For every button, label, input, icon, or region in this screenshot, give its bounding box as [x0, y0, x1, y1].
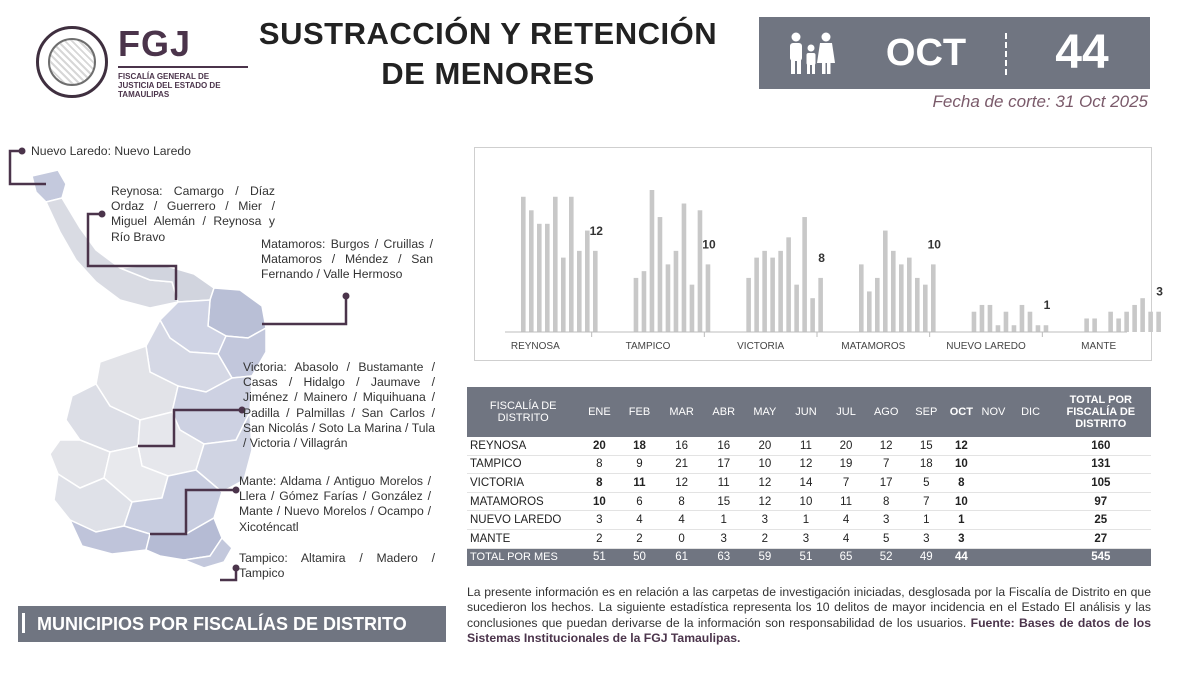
- footnote: [467, 585, 1151, 647]
- category-label: REYNOSA: [510, 341, 560, 352]
- total-row: [467, 548, 1151, 566]
- district-cell: REYNOSA: [467, 437, 579, 455]
- bar: [980, 305, 985, 332]
- header-cell: NOV: [976, 387, 1010, 437]
- header-cell: DIC: [1011, 387, 1051, 437]
- fgj-logo: [36, 23, 236, 106]
- data-label: 1: [1043, 298, 1051, 313]
- value-cell: 17: [704, 455, 744, 474]
- header-cell: ENE: [579, 387, 619, 437]
- bar: [698, 210, 703, 332]
- header-cell: ABR: [704, 387, 744, 437]
- bar: [1132, 305, 1137, 332]
- bar: [1108, 312, 1113, 332]
- value-cell: 12: [660, 474, 704, 493]
- category-label: TAMPICO: [625, 341, 671, 352]
- value-cell: 10: [579, 492, 619, 511]
- bar: [642, 271, 647, 332]
- value-cell: 7: [866, 455, 906, 474]
- value-cell: 11: [704, 474, 744, 493]
- bar-chart: [475, 148, 1163, 360]
- value-cell: 6: [619, 492, 659, 511]
- total-cell: 545: [1051, 548, 1151, 566]
- value-cell: 16: [704, 437, 744, 455]
- value-cell: 15: [704, 492, 744, 511]
- value-cell: 12: [786, 455, 826, 474]
- value-cell: [1011, 455, 1051, 474]
- bar: [996, 325, 1001, 332]
- district-cell: NUEVO LAREDO: [467, 511, 579, 530]
- report-title: [238, 14, 738, 94]
- value-cell: 19: [826, 455, 866, 474]
- value-cell: 4: [826, 529, 866, 548]
- total-cell: 105: [1051, 474, 1151, 493]
- bar: [762, 251, 767, 332]
- value-cell: 0: [660, 529, 704, 548]
- header-cell: JUN: [786, 387, 826, 437]
- bar: [650, 190, 655, 332]
- table-row: [467, 511, 1151, 530]
- value-cell: [1011, 492, 1051, 511]
- bar: [577, 251, 582, 332]
- value-cell: 4: [826, 511, 866, 530]
- bar: [1084, 318, 1089, 332]
- label-matamoros: Matamoros: Burgos / Cruillas / Matamoros / Méndez / San Fernando / Valle Hermoso: [261, 237, 433, 282]
- bar: [875, 278, 880, 332]
- bar: [802, 217, 807, 332]
- bar: [658, 217, 663, 332]
- value-cell: 59: [744, 548, 786, 566]
- value-cell: 7: [826, 474, 866, 493]
- bar: [899, 264, 904, 332]
- bar: [1036, 325, 1041, 332]
- category-label: VICTORIA: [737, 341, 785, 352]
- value-cell: 3: [744, 511, 786, 530]
- value-cell: 11: [786, 437, 826, 455]
- value-cell: 1: [704, 511, 744, 530]
- bar: [1020, 305, 1025, 332]
- month-panel: [759, 17, 1150, 89]
- bar: [593, 251, 598, 332]
- label-reynosa: Reynosa: Camargo / Díaz Ordaz / Guerrero / Mier / Miguel Alemán / Reynosa y Río Bravo: [111, 184, 275, 244]
- header-cell: AGO: [866, 387, 906, 437]
- category-label: NUEVO LAREDO: [946, 341, 1026, 352]
- value-cell: 20: [826, 437, 866, 455]
- value-cell: 8: [579, 455, 619, 474]
- district-cell: MATAMOROS: [467, 492, 579, 511]
- bar: [818, 278, 823, 332]
- value-cell: 18: [906, 455, 946, 474]
- value-cell: [976, 529, 1010, 548]
- value-cell: [976, 511, 1010, 530]
- value-cell: 8: [866, 492, 906, 511]
- bar: [1140, 298, 1145, 332]
- value-cell: 63: [704, 548, 744, 566]
- table-header-row: [467, 387, 1151, 437]
- table-row: [467, 474, 1151, 493]
- value-cell: 10: [786, 492, 826, 511]
- value-cell: 3: [866, 511, 906, 530]
- value-cell: [1011, 548, 1051, 566]
- bar: [545, 224, 550, 332]
- bar: [585, 231, 590, 332]
- table-row: [467, 529, 1151, 548]
- bar: [859, 264, 864, 332]
- value-cell: [976, 492, 1010, 511]
- header-cell: JUL: [826, 387, 866, 437]
- bar: [1148, 312, 1153, 332]
- value-cell: 21: [660, 455, 704, 474]
- category-label: MATAMOROS: [841, 341, 906, 352]
- bar: [972, 312, 977, 332]
- label-mante: Mante: Aldama / Antiguo Morelos / Llera / Gómez Farías / González / Mante / Nuevo Morelos / Ocampo / Xicoténcatl: [239, 474, 431, 534]
- bar: [1156, 312, 1161, 332]
- bar: [746, 278, 751, 332]
- total-cell: 25: [1051, 511, 1151, 530]
- value-cell: 11: [619, 474, 659, 493]
- label-tampico: Tampico: Altamira / Madero / Tampico: [239, 551, 435, 581]
- value-cell: 5: [866, 529, 906, 548]
- value-cell: 8: [946, 474, 976, 493]
- header-cell: MAY: [744, 387, 786, 437]
- bar: [1044, 325, 1049, 332]
- bar: [754, 258, 759, 332]
- header-cell: FEB: [619, 387, 659, 437]
- bar: [561, 258, 566, 332]
- table-row: [467, 437, 1151, 455]
- value-cell: 15: [906, 437, 946, 455]
- value-cell: [1011, 474, 1051, 493]
- bar: [891, 251, 896, 332]
- bar: [1092, 318, 1097, 332]
- total-cell: 97: [1051, 492, 1151, 511]
- value-cell: 1: [906, 511, 946, 530]
- header-cell: OCT: [946, 387, 976, 437]
- data-table: [467, 387, 1151, 566]
- total-cell: 27: [1051, 529, 1151, 548]
- footnote-text: La presente información es en relación a las carpetas de investigación iniciadas, desglosada por la Fiscalía de Distrito en que sucedieron los hechos. La siguiente estadística representa los 10 delitos de mayor incidencia en el Estado El análisis y las conclusiones que puedan derivarse de la información son responsabilidad de los usuarios.: [467, 585, 1151, 630]
- value-cell: 12: [946, 437, 976, 455]
- value-cell: 51: [786, 548, 826, 566]
- value-cell: 3: [906, 529, 946, 548]
- bar: [1028, 312, 1033, 332]
- value-cell: 65: [826, 548, 866, 566]
- month-divider: [1005, 33, 1007, 75]
- value-cell: 5: [906, 474, 946, 493]
- value-cell: [1011, 529, 1051, 548]
- family-icon: [787, 31, 835, 77]
- value-cell: 10: [946, 455, 976, 474]
- district-cell: VICTORIA: [467, 474, 579, 493]
- bar: [794, 285, 799, 332]
- value-cell: 20: [579, 437, 619, 455]
- header-cell: MAR: [660, 387, 704, 437]
- bar: [786, 237, 791, 332]
- bar: [1116, 318, 1121, 332]
- header-cell: TOTAL POR FISCALÍA DE DISTRITO: [1051, 387, 1151, 437]
- value-cell: 18: [619, 437, 659, 455]
- value-cell: 2: [619, 529, 659, 548]
- bar: [674, 251, 679, 332]
- value-cell: 9: [619, 455, 659, 474]
- value-cell: 44: [946, 548, 976, 566]
- data-label: 10: [927, 237, 941, 252]
- bar: [1012, 325, 1017, 332]
- bar: [778, 251, 783, 332]
- bar: [529, 210, 534, 332]
- bar: [883, 231, 888, 332]
- district-cell: MANTE: [467, 529, 579, 548]
- bar: [988, 305, 993, 332]
- value-cell: [1011, 437, 1051, 455]
- logo-subtitle: FISCALÍA GENERAL DE JUSTICIA DEL ESTADO DE TAMAULIPAS: [118, 72, 221, 99]
- value-cell: 10: [744, 455, 786, 474]
- value-cell: 4: [660, 511, 704, 530]
- value-cell: 3: [786, 529, 826, 548]
- bar: [907, 258, 912, 332]
- data-label: 10: [702, 237, 716, 252]
- bar: [690, 285, 695, 332]
- category-label: MANTE: [1081, 341, 1117, 352]
- section-banner: [18, 606, 446, 642]
- month-label: OCT: [885, 32, 967, 74]
- value-cell: [976, 437, 1010, 455]
- bar: [1124, 312, 1129, 332]
- value-cell: 16: [660, 437, 704, 455]
- bar: [666, 264, 671, 332]
- label-nuevo-laredo: Nuevo Laredo: Nuevo Laredo: [31, 144, 191, 158]
- footnote-source: Fuente: Bases de datos de los Sistemas Institucionales de la FGJ Tamaulipas.: [467, 615, 1151, 646]
- bar: [867, 291, 872, 332]
- value-cell: 10: [946, 492, 976, 511]
- section-banner-text: MUNICIPIOS POR FISCALÍAS DE DISTRITO: [37, 614, 407, 634]
- value-cell: 49: [906, 548, 946, 566]
- bar: [810, 298, 815, 332]
- value-cell: 2: [744, 529, 786, 548]
- value-cell: 3: [946, 529, 976, 548]
- value-cell: 20: [744, 437, 786, 455]
- total-cell: 160: [1051, 437, 1151, 455]
- value-cell: 8: [660, 492, 704, 511]
- value-cell: 7: [906, 492, 946, 511]
- bar: [770, 258, 775, 332]
- district-cell: TAMPICO: [467, 455, 579, 474]
- value-cell: 50: [619, 548, 659, 566]
- value-cell: [976, 455, 1010, 474]
- header-cell: SEP: [906, 387, 946, 437]
- title-line-1: SUSTRACCIÓN Y RETENCIÓN: [258, 16, 718, 51]
- bar: [521, 197, 526, 332]
- table-row: [467, 492, 1151, 511]
- bar: [931, 264, 936, 332]
- value-cell: 52: [866, 548, 906, 566]
- value-cell: 12: [866, 437, 906, 455]
- value-cell: 14: [786, 474, 826, 493]
- label-victoria: Victoria: Abasolo / Bustamante / Casas / Hidalgo / Jaumave / Jiménez / Mainero / Miquihuana / Padilla / Palmillas / San Carlos / San Nicolás / Soto La Marina / Tula / Victoria / Villagrán: [243, 360, 435, 451]
- cutoff-date: Fecha de corte: 31 Oct 2025: [932, 92, 1148, 111]
- month-total: 44: [1055, 26, 1109, 79]
- bar: [682, 204, 687, 332]
- data-label: 8: [818, 250, 825, 265]
- bar: [569, 197, 574, 332]
- value-cell: [976, 474, 1010, 493]
- value-cell: 17: [866, 474, 906, 493]
- value-cell: 11: [826, 492, 866, 511]
- value-cell: [1011, 511, 1051, 530]
- value-cell: 51: [579, 548, 619, 566]
- bar: [923, 285, 928, 332]
- value-cell: 8: [579, 474, 619, 493]
- value-cell: 2: [579, 529, 619, 548]
- data-label: 3: [1156, 284, 1163, 299]
- logo-text: FGJ: [118, 23, 192, 64]
- bar: [553, 197, 558, 332]
- bar: [706, 264, 711, 332]
- district-cell: TOTAL POR MES: [467, 548, 579, 566]
- value-cell: 1: [946, 511, 976, 530]
- bar: [537, 224, 542, 332]
- value-cell: [976, 548, 1010, 566]
- total-cell: 131: [1051, 455, 1151, 474]
- value-cell: 12: [744, 492, 786, 511]
- bar: [634, 278, 639, 332]
- value-cell: 61: [660, 548, 704, 566]
- bar: [1004, 312, 1009, 332]
- seal-icon: [36, 26, 108, 98]
- header-cell: FISCALÍA DE DISTRITO: [467, 387, 579, 437]
- value-cell: 1: [786, 511, 826, 530]
- data-label: 12: [589, 223, 603, 238]
- value-cell: 3: [579, 511, 619, 530]
- chart-panel: [474, 147, 1163, 361]
- value-cell: 4: [619, 511, 659, 530]
- value-cell: 12: [744, 474, 786, 493]
- title-line-2: DE MENORES: [381, 56, 595, 91]
- table-row: [467, 455, 1151, 474]
- bar: [915, 278, 920, 332]
- value-cell: 3: [704, 529, 744, 548]
